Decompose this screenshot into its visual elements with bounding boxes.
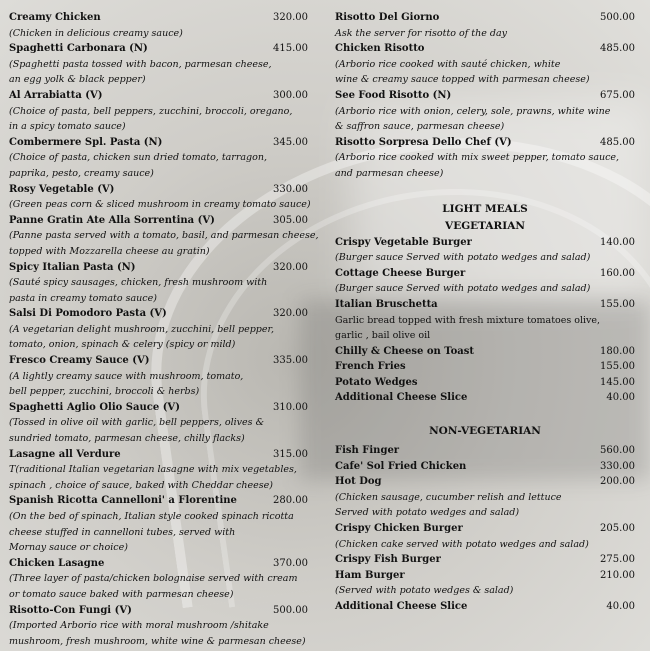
menu-item-name: Chicken Risotto [335,43,425,55]
menu-item [9,493,314,509]
menu-item-description: (Sauté spicy sausages, chicken, fresh mushroom with [9,277,268,289]
menu-item-name: Lasagne all Verdure [9,448,121,460]
menu-item-name: Salsi Di Pomodoro Pasta (V) [9,308,167,320]
menu-item [335,88,635,104]
menu-item-description: and parmesan cheese) [335,167,444,179]
section-heading-light-meals: LIGHT MEALS [442,202,528,215]
menu-item [335,375,635,391]
menu-item [9,41,314,57]
menu-item [9,182,314,198]
menu-item-description: mushroom, fresh mushroom, white wine & parmesan cheese) [9,635,306,647]
menu-item-name: Cottage Cheese Burger [335,267,466,279]
menu-item-price: 330.00 [600,460,635,472]
menu-item [335,521,635,537]
menu-item [335,599,635,615]
menu-item-name: Cafe' Sol Fried Chicken [335,460,467,472]
menu-item [335,552,635,568]
menu-item-price: 275.00 [600,554,635,566]
menu-item [335,41,635,57]
menu-item [9,10,314,26]
menu-item-price: 335.00 [273,355,308,367]
menu-item-description: (Arborio rice cooked with mix sweet pepper, tomato sauce, [335,152,620,164]
section-heading-vegetarian: VEGETARIAN [445,219,525,232]
menu-item [9,556,314,572]
menu-item-description: pasta in creamy tomato sauce) [9,292,157,304]
menu-item [9,306,314,322]
menu-item-description: (Green peas corn & sliced mushroom in creamy tomato sauce) [9,199,311,211]
menu-item-description: Garlic bread topped with fresh mixture tomatoes olive, [335,314,601,326]
menu-item [9,213,314,229]
menu-item-price: 315.00 [273,448,308,460]
menu-item-name: Rosy Vegetable (V) [9,183,115,195]
menu-item-description: wine & creamy sauce topped with parmesan cheese) [335,74,590,86]
menu-item-price: 205.00 [600,523,635,535]
menu-item-price: 320.00 [273,261,308,273]
menu-item [9,447,314,463]
menu-item-description: tomato, onion, spinach & celery (spicy or mild) [9,339,236,351]
menu-item-description: (Arborio rice with onion, celery, sole, prawns, white wine [335,105,611,117]
menu-item-price: 370.00 [273,557,308,569]
menu-item-description: (A vegetarian delight mushroom, zucchini, bell pepper, [9,323,275,335]
menu-item [335,135,635,151]
menu-item-price: 500.00 [273,604,308,616]
menu-item-name: Crispy Fish Burger [335,554,441,566]
menu-item-description: (Chicken cake served with potato wedges and salad) [335,538,589,550]
menu-item-description: (Burger sauce Served with potato wedges and salad) [335,252,591,264]
menu-item-name: Hot Dog [335,476,382,488]
menu-item-description: an egg yolk & black pepper) [9,74,146,86]
menu-item-price: 310.00 [273,401,308,413]
menu-item-description: (Chicken sausage, cucumber relish and lettuce [335,491,562,503]
menu-column-right [335,10,635,615]
menu-item [9,260,314,276]
menu-item-description: (A lightly creamy sauce with mushroom, tomato, [9,370,244,382]
menu-item-description: (Arborio rice cooked with sauté chicken, white [335,58,561,70]
menu-item-description: garlic , bail olive oil [335,330,431,342]
menu-item-name: Spanish Ricotta Cannelloni' a Florentine [9,495,237,507]
menu-item-name: Chilly & Cheese on Toast [335,345,474,357]
menu-item-price: 40.00 [606,392,635,404]
menu-item-name: Panne Gratin Ate Alla Sorrentina (V) [9,214,215,226]
menu-item-description: (Chicken in delicious creamy sauce) [9,27,183,39]
menu-item-description: Served with potato wedges and salad) [335,507,520,519]
menu-item [9,88,314,104]
menu-item-price: 320.00 [273,308,308,320]
risotto-section [335,10,635,182]
menu-item-price: 200.00 [600,476,635,488]
menu-item-price: 140.00 [600,236,635,248]
menu-item-price: 145.00 [600,376,635,388]
menu-item [335,443,635,459]
menu-item-name: Chicken Lasagne [9,557,105,569]
menu-item-price: 485.00 [600,136,635,148]
menu-item-description: (Imported Arborio rice with moral mushroom /shitake [9,620,269,632]
menu-item-description: (Three layer of pasta/chicken bolognaise served with cream [9,573,298,585]
menu-item-description: bell pepper, zucchini, broccoli & herbs) [9,386,200,398]
menu-item-name: Combermere Spl. Pasta (N) [9,136,163,148]
menu-item-description: (Tossed in olive oil with garlic, bell peppers, olives & [9,417,265,429]
menu-item-description: (On the bed of spinach, Italian style cooked spinach ricotta [9,511,294,522]
menu-item-price: 320.00 [273,12,308,23]
section-heading-non-vegetarian: NON-VEGETARIAN [429,425,541,438]
menu-item-price: 330.00 [273,183,308,195]
menu-item-price: 280.00 [273,495,308,507]
menu-item-price: 300.00 [273,89,308,101]
menu-item [335,474,635,490]
menu-item-description: cheese stuffed in cannelloni tubes, served with [9,526,236,538]
menu-item-description: spinach , choice of sauce, baked with Cheddar cheese) [9,479,273,491]
menu-item [335,10,635,26]
menu-item-name: Fresco Creamy Sauce (V) [9,355,150,367]
menu-item-name: Spaghetti Aglio Olio Sauce (V) [9,401,180,413]
menu-item-description: sundried tomato, parmesan cheese, chilly flacks) [9,433,245,445]
menu-item [335,297,635,313]
menu-item-description: topped with Mozzarella cheese au gratin) [9,245,210,257]
menu-item [335,235,635,251]
menu-item [335,459,635,475]
menu-item-name: Potato Wedges [335,376,418,388]
menu-item-price: 40.00 [606,601,635,612]
menu-item-price: 180.00 [600,345,635,357]
menu-item-name: Ham Burger [335,569,405,581]
menu-item-price: 155.00 [600,361,635,373]
menu-item-name: Fish Finger [335,445,400,457]
menu-item-description: Ask the server for risotto of the day [335,27,507,39]
menu-item [335,390,635,406]
menu-item-name: Italian Bruschetta [335,298,438,310]
menu-item [9,353,314,369]
menu-item [335,568,635,584]
menu-item [335,344,635,360]
menu-item-price: 485.00 [600,43,635,55]
menu-item [9,135,314,151]
menu-item-name: Risotto-Con Fungi (V) [9,604,132,616]
menu-item-name: Spicy Italian Pasta (N) [9,261,136,273]
menu-item [9,400,314,416]
menu-item [9,603,314,619]
menu-item-name: Risotto Sorpresa Dello Chef (V) [335,136,512,148]
menu-item-description: (Served with potato wedges & salad) [335,585,514,597]
menu-item-name: Additional Cheese Slice [335,392,468,404]
menu-item-name: See Food Risotto (N) [335,89,452,101]
menu-item-description: or tomato sauce baked with parmesan cheese) [9,588,234,600]
menu-item-name: Risotto Del Giorno [335,12,440,23]
menu-item-name: Crispy Vegetable Burger [335,236,472,248]
menu-item-description: (Spaghetti pasta tossed with bacon, parmesan cheese, [9,58,272,70]
menu-item-description: (Choice of pasta, chicken sun dried tomato, tarragon, [9,152,267,164]
menu-item-description: (Choice of pasta, bell peppers, zucchini, broccoli, oregano, [9,105,293,117]
menu-item-description: (Burger sauce Served with potato wedges and salad) [335,283,591,295]
menu-item-price: 560.00 [600,445,635,457]
menu-item-name: Creamy Chicken [9,12,101,23]
menu-item-description: in a spicy tomato sauce) [9,121,126,133]
menu-item-price: 345.00 [273,136,308,148]
menu-item-description: paprika, pesto, creamy sauce) [9,167,154,179]
vegetarian-section [335,235,635,407]
menu-item-price: 160.00 [600,267,635,279]
menu-item-price: 210.00 [600,569,635,581]
menu-item-name: Al Arrabiatta (V) [9,89,103,101]
menu-item-price: 500.00 [600,12,635,23]
menu-item [335,359,635,375]
menu-item-description: (Panne pasta served with a tomato, basil, and parmesan cheese, [9,230,319,242]
menu-item-name: Additional Cheese Slice [335,601,468,612]
menu-item-description: Mornay sauce or choice) [9,542,128,554]
menu-item-price: 155.00 [600,298,635,310]
menu-item-description: & saffron sauce, parmesan cheese) [335,121,505,133]
menu-item-name: Crispy Chicken Burger [335,523,463,535]
menu-item [335,266,635,282]
menu-item-price: 675.00 [600,89,635,101]
non-vegetarian-section [335,443,635,615]
menu-item-price: 305.00 [273,214,308,226]
menu-item-description: T(raditional Italian vegetarian lasagne with mix vegetables, [9,464,297,476]
menu-item-name: Spaghetti Carbonara (N) [9,43,148,55]
menu-item-name: French Fries [335,361,406,373]
menu-column-left [9,10,319,649]
menu-item-price: 415.00 [273,43,308,55]
